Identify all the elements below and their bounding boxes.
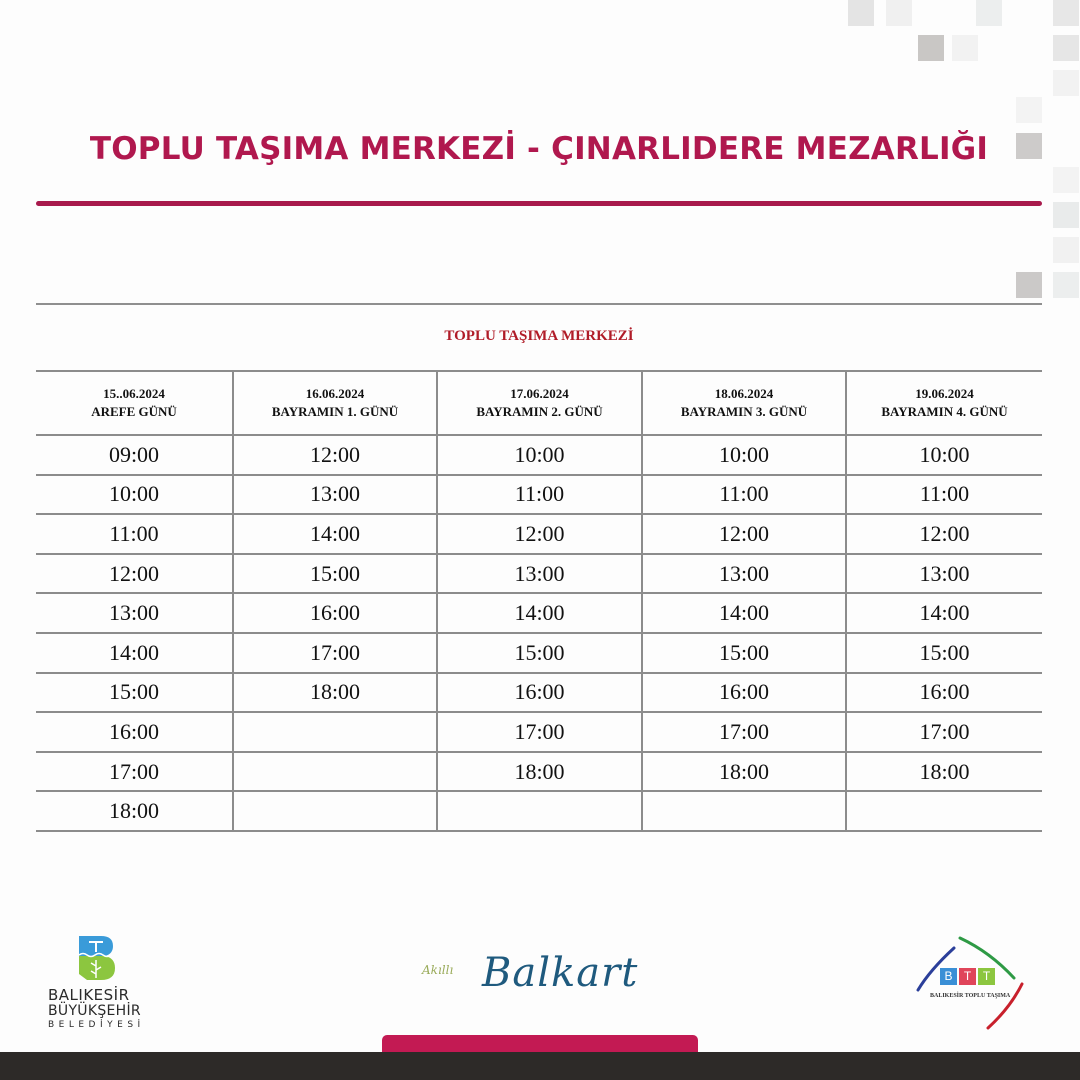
municipality-name-line3: BELEDİYESİ (48, 1020, 145, 1030)
time-cell: 17:00 (642, 712, 846, 752)
time-cell: 15:00 (233, 554, 437, 594)
schedule-table (36, 370, 1042, 832)
table-caption: TOPLU TAŞIMA MERKEZİ (444, 328, 634, 344)
time-cell: 16:00 (36, 712, 233, 752)
table-row (36, 554, 1042, 594)
deco-square (1016, 97, 1042, 123)
time-cell: 18:00 (233, 673, 437, 713)
time-cell: 12:00 (846, 514, 1042, 554)
time-cell: 12:00 (642, 514, 846, 554)
column-date: 18.06.2024 (714, 386, 774, 401)
time-cell: 15:00 (36, 673, 233, 713)
column-day: BAYRAMIN 3. GÜNÜ (680, 404, 808, 419)
time-cell: 18:00 (36, 791, 233, 831)
balikesir-municipality-logo (44, 930, 174, 1030)
table-row (36, 475, 1042, 515)
deco-square (1016, 272, 1042, 298)
time-cell: 13:00 (846, 554, 1042, 594)
time-cell: 10:00 (437, 435, 642, 475)
column-header (36, 371, 233, 435)
time-cell: 11:00 (642, 475, 846, 515)
table-row (36, 514, 1042, 554)
time-cell: 11:00 (846, 475, 1042, 515)
deco-square (886, 0, 912, 26)
title-divider (36, 201, 1042, 206)
column-header (233, 371, 437, 435)
time-cell: 17:00 (233, 633, 437, 673)
deco-square (1053, 70, 1079, 96)
time-cell: 10:00 (642, 435, 846, 475)
time-cell: 16:00 (642, 673, 846, 713)
column-header (437, 371, 642, 435)
btt-logo (910, 930, 1035, 1030)
time-cell: 14:00 (36, 633, 233, 673)
column-day: BAYRAMIN 1. GÜNÜ (271, 404, 399, 419)
page-title: TOPLU TAŞIMA MERKEZİ - ÇINARLIDERE MEZARLIĞI (89, 131, 989, 167)
btt-letter-t1: T (959, 968, 976, 985)
balkart-prefix: Akıllı (422, 963, 454, 977)
time-cell: 14:00 (233, 514, 437, 554)
time-cell: 12:00 (233, 435, 437, 475)
deco-square (976, 0, 1002, 26)
municipality-b-icon (77, 934, 117, 982)
time-cell: 17:00 (846, 712, 1042, 752)
table-row (36, 633, 1042, 673)
time-cell: 15:00 (846, 633, 1042, 673)
time-cell (233, 712, 437, 752)
time-cell: 17:00 (36, 752, 233, 792)
table-row (36, 752, 1042, 792)
time-cell (437, 791, 642, 831)
time-cell: 13:00 (233, 475, 437, 515)
deco-square (1053, 237, 1079, 263)
time-cell: 09:00 (36, 435, 233, 475)
time-cell: 15:00 (437, 633, 642, 673)
table-row (36, 712, 1042, 752)
column-day: BAYRAMIN 4. GÜNÜ (881, 404, 1008, 419)
time-cell: 11:00 (437, 475, 642, 515)
akilli-balkart-logo (418, 950, 668, 1010)
deco-square (1053, 167, 1079, 193)
column-header (642, 371, 846, 435)
time-cell (846, 791, 1042, 831)
column-date: 17.06.2024 (510, 386, 569, 401)
time-cell: 10:00 (36, 475, 233, 515)
time-cell: 17:00 (437, 712, 642, 752)
deco-square (1053, 272, 1079, 298)
deco-square (1053, 0, 1079, 26)
deco-square (848, 0, 874, 26)
time-cell: 18:00 (642, 752, 846, 792)
municipality-name-line2: BÜYÜKŞEHİR (48, 1003, 141, 1019)
time-cell: 15:00 (642, 633, 846, 673)
time-cell: 14:00 (846, 593, 1042, 633)
btt-letter-t2: T (978, 968, 995, 985)
balkart-name: Balkart (482, 950, 639, 996)
deco-square (1053, 35, 1079, 61)
time-cell: 14:00 (437, 593, 642, 633)
time-cell: 13:00 (437, 554, 642, 594)
time-cell: 11:00 (36, 514, 233, 554)
deco-square (1053, 202, 1079, 228)
deco-square (952, 35, 978, 61)
table-row (36, 791, 1042, 831)
time-cell: 16:00 (233, 593, 437, 633)
time-cell: 18:00 (846, 752, 1042, 792)
column-date: 15..06.2024 (103, 386, 165, 401)
deco-square (918, 35, 944, 61)
table-row (36, 673, 1042, 713)
time-cell: 12:00 (437, 514, 642, 554)
time-cell (233, 752, 437, 792)
column-date: 16.06.2024 (305, 386, 365, 401)
btt-letter-b: B (940, 968, 957, 985)
table-row (36, 435, 1042, 475)
column-date: 19.06.2024 (915, 386, 974, 401)
column-day: AREFE GÜNÜ (91, 404, 177, 419)
column-day: BAYRAMIN 2. GÜNÜ (476, 404, 603, 419)
btt-caption: BALIKESİR TOPLU TAŞIMA (930, 993, 1011, 999)
table-header-row (36, 371, 1042, 435)
time-cell: 14:00 (642, 593, 846, 633)
time-cell: 13:00 (642, 554, 846, 594)
time-cell (233, 791, 437, 831)
time-cell (642, 791, 846, 831)
time-cell: 16:00 (846, 673, 1042, 713)
municipality-name-line1: BALIKESİR (48, 986, 130, 1004)
time-cell: 18:00 (437, 752, 642, 792)
time-cell: 12:00 (36, 554, 233, 594)
column-header (846, 371, 1042, 435)
time-cell: 13:00 (36, 593, 233, 633)
time-cell: 16:00 (437, 673, 642, 713)
time-cell: 10:00 (846, 435, 1042, 475)
table-top-divider (36, 303, 1042, 305)
footer-bar (0, 1052, 1080, 1080)
table-row (36, 593, 1042, 633)
